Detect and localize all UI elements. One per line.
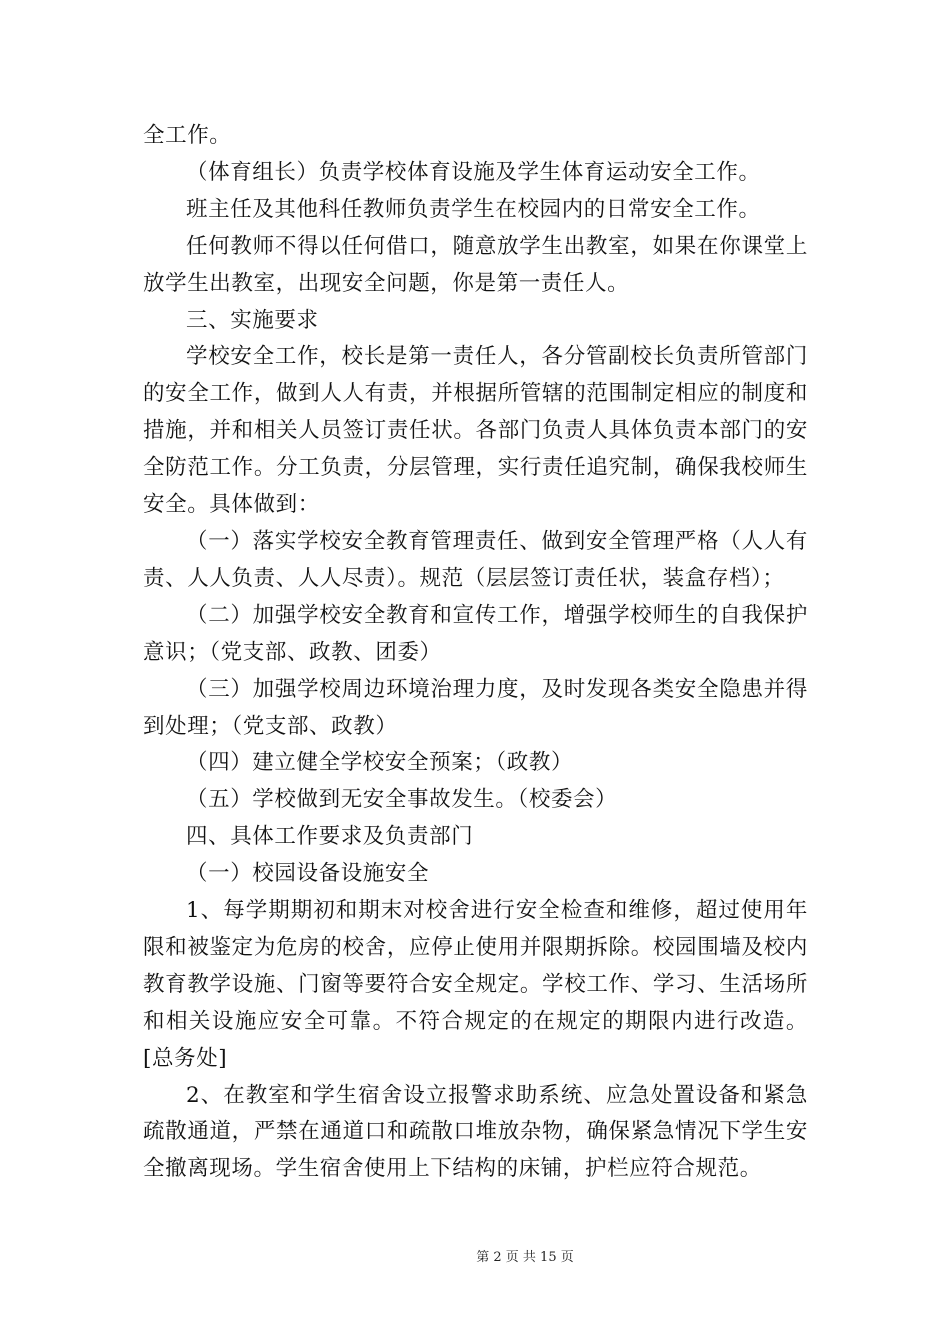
list-item-1: （一）落实学校安全教育管理责任、做到安全管理严格（人人有责、人人负责、人人尽责）。规范（层层签订责任状，装盒存档）； bbox=[143, 528, 808, 591]
list-item-5: （五）学校做到无安全事故发生。（校委会） bbox=[186, 787, 618, 813]
paragraph-item-1: 1、每学期期初和期末对校舍进行安全检查和维修，超过使用年限和被鉴定为危房的校舍，应停止使用并限期拆除。校园围墙及校内教育教学设施、门窗等要符合安全规定。学校工作、学习、生活场所和相关设施应安全可靠。不符合规定的在规定的期限内进行改造。[总务处] bbox=[143, 898, 808, 1071]
document-body bbox=[143, 118, 808, 1188]
paragraph-class-teachers: 班主任及其他科任教师负责学生在校园内的日常安全工作。 bbox=[186, 196, 761, 222]
subsection-heading-facilities: （一）校园设备设施安全 bbox=[186, 861, 430, 887]
page-number: 第 2 页 共 15 页 bbox=[476, 1250, 574, 1265]
paragraph-continuation: 全工作。 bbox=[143, 123, 232, 148]
paragraph-sports-leader: （体育组长）负责学校体育设施及学生体育运动安全工作。 bbox=[186, 159, 761, 185]
list-item-3: （三）加强学校周边环境治理力度，及时发现各类安全隐患并得到处理；（党支部、政教） bbox=[143, 676, 808, 739]
section-heading-implementation: 三、实施要求 bbox=[186, 307, 319, 333]
paragraph-principal-responsibility: 学校安全工作，校长是第一责任人，各分管副校长负责所管部门的安全工作，做到人人有责，并根据所管辖的范围制定相应的制度和措施，并和相关人员签订责任状。各部门负责人具体负责本部门的安全防范工作。分工负责，分层管理，实行责任追究制，确保我校师生安全。具体做到： bbox=[143, 344, 808, 518]
list-item-2: （二）加强学校安全教育和宣传工作，增强学校师生的自我保护意识；（党支部、政教、团委） bbox=[143, 602, 808, 665]
list-item-4: （四）建立健全学校安全预案；（政教） bbox=[186, 750, 574, 776]
section-heading-requirements: 四、具体工作要求及负责部门 bbox=[186, 824, 474, 850]
paragraph-teacher-rule: 任何教师不得以任何借口，随意放学生出教室，如果在你课堂上放学生出教室，出现安全问题，你是第一责任人。 bbox=[143, 233, 808, 296]
paragraph-item-2: 2、在教室和学生宿舍设立报警求助系统、应急处置设备和紧急疏散通道，严禁在通道口和疏散口堆放杂物，确保紧急情况下学生安全撤离现场。学生宿舍使用上下结构的床铺，护栏应符合规范。 bbox=[143, 1082, 808, 1182]
